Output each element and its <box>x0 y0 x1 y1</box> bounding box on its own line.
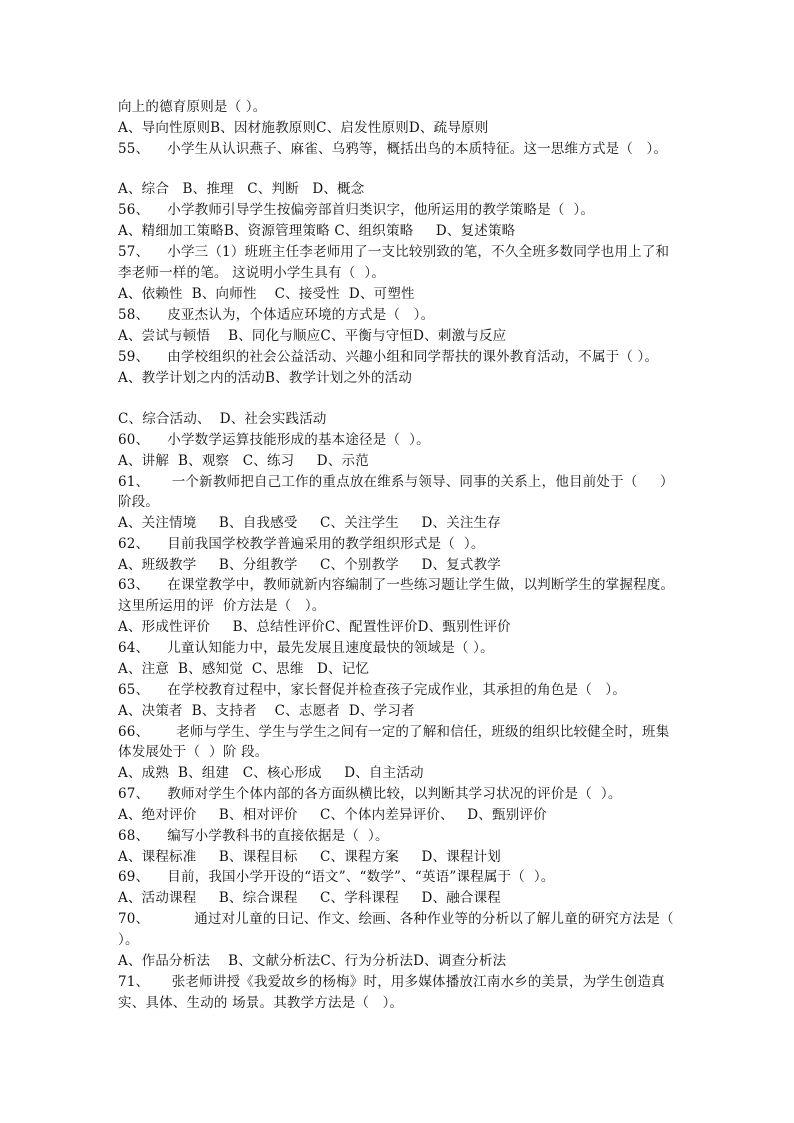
text-line: ）。 <box>118 932 139 948</box>
text-line: 60、 小学数学运算技能形成的基本途径是（ ）。 <box>118 432 430 448</box>
text-line: A、依赖性 B、向师性 C、接受性 D、可塑性 <box>118 286 415 302</box>
text-line: 67、 教师对学生个体内部的各方面纵横比较，以判断其学习状况的评价是（ ）。 <box>118 786 622 802</box>
text-line: 71、 张老师讲授《我爱故乡的杨梅》时，用多媒体播放江南水乡的美景，为学生创造真 <box>118 974 665 990</box>
text-line: A、成熟 B、组建 C、核心形成 D、自主活动 <box>118 765 424 781</box>
text-line: A、讲解 B、观察 C、练习 D、示范 <box>118 453 369 469</box>
text-line: 63、 在课堂教学中，教师就新内容编制了一些练习题让学生做，以判断学生的掌握程度。 <box>118 577 675 593</box>
text-line: 向上的德育原则是（ ）。 <box>118 99 267 115</box>
text-line: 65、 在学校教育过程中，家长督促并检查孩子完成作业，其承担的角色是（ ）。 <box>118 682 627 698</box>
text-line: A、班级教学 B、分组教学 C、个别教学 D、复式教学 <box>118 557 501 573</box>
text-line: 61、 一个新教师把自己工作的重点放在维系与领导、同事的关系上，他目前处于（ ） <box>118 474 674 490</box>
text-line: 68、 编写小学教科书的直接依据是（ ）。 <box>118 828 389 844</box>
text-line: A、绝对评价 B、相对评价 C、个体内差异评价、 D、甄别评价 <box>118 807 547 823</box>
text-line: A、作品分析法 B、文献分析法C、行为分析法D、调查分析法 <box>118 953 507 969</box>
text-line: A、注意 B、感知觉 C、思维 D、记忆 <box>118 661 370 677</box>
text-line: 这里所运用的评 价方法是（ ）。 <box>118 598 326 614</box>
text-line: A、精细加工策略B、资源管理策略 C、组织策略 D、复述策略 <box>118 223 516 239</box>
text-line: 62、 目前我国学校教学普遍采用的教学组织形式是（ ）。 <box>118 536 485 552</box>
text-line: 55、 小学生从认识燕子、麻雀、乌鸦等，概括出鸟的本质特征。这一思维方式是（ ）。 <box>118 141 668 157</box>
text-line: 阶段。 <box>118 494 160 510</box>
text-line: 59、 由学校组织的社会公益活动、兴趣小组和同学帮扶的课外教育活动，不属于（ ）。 <box>118 349 659 365</box>
text-line: A、关注情境 B、自我感受 C、关注学生 D、关注生存 <box>118 515 501 531</box>
text-line: A、综合 B、推理 C、判断 D、概念 <box>118 181 365 197</box>
text-line: A、教学计划之内的活动B、教学计划之外的活动 <box>118 370 413 386</box>
text-line: 58、 皮亚杰认为，个体适应环境的方式是（ ）。 <box>118 307 435 323</box>
text-line: 实、具体、生动的 场景。其教学方法是（ ）。 <box>118 995 404 1011</box>
text-line: A、课程标准 B、课程目标 C、课程方案 D、课程计划 <box>118 849 501 865</box>
text-line: 70、 通过对儿童的日记、作文、绘画、各种作业等的分析以了解儿童的研究方法是（ <box>118 911 674 927</box>
text-line: 56、 小学教师引导学生按偏旁部首归类识字，他所运用的教学策略是（ ）。 <box>118 202 595 218</box>
text-line: A、决策者 B、支持者 C、志愿者 D、学习者 <box>118 703 415 719</box>
text-line: 57、 小学三（1）班班主任李老师用了一支比较别致的笔，不久全班多数同学也用上了和 <box>118 244 670 260</box>
text-line: 李老师一样的笔。 这说明小学生具有（ ）。 <box>118 265 386 281</box>
text-line: 69、 目前，我国小学开设的“语文”、“数学”、“英语”课程属于（ ）。 <box>118 869 555 885</box>
text-line: 64、 儿童认知能力中，最先发展且速度最快的领域是（ ）。 <box>118 640 494 656</box>
text-line: A、活动课程 B、综合课程 C、学科课程 D、融合课程 <box>118 890 501 906</box>
text-line: A、形成性评价 B、总结性评价C、配置性评价D、甄别性评价 <box>118 619 511 635</box>
text-line: 66、 老师与学生、学生与学生之间有一定的了解和信任，班级的组织比较健全时，班集 <box>118 724 670 740</box>
text-line: A、尝试与顿悟 B、同化与顺应C、平衡与守恒D、刺激与反应 <box>118 328 507 344</box>
text-line: 体发展处于（ ）阶 段。 <box>118 744 269 760</box>
text-line: C、综合活动、 D、社会实践活动 <box>118 411 327 427</box>
text-line: A、导向性原则B、因材施教原则C、启发性原则D、疏导原则 <box>118 120 489 136</box>
